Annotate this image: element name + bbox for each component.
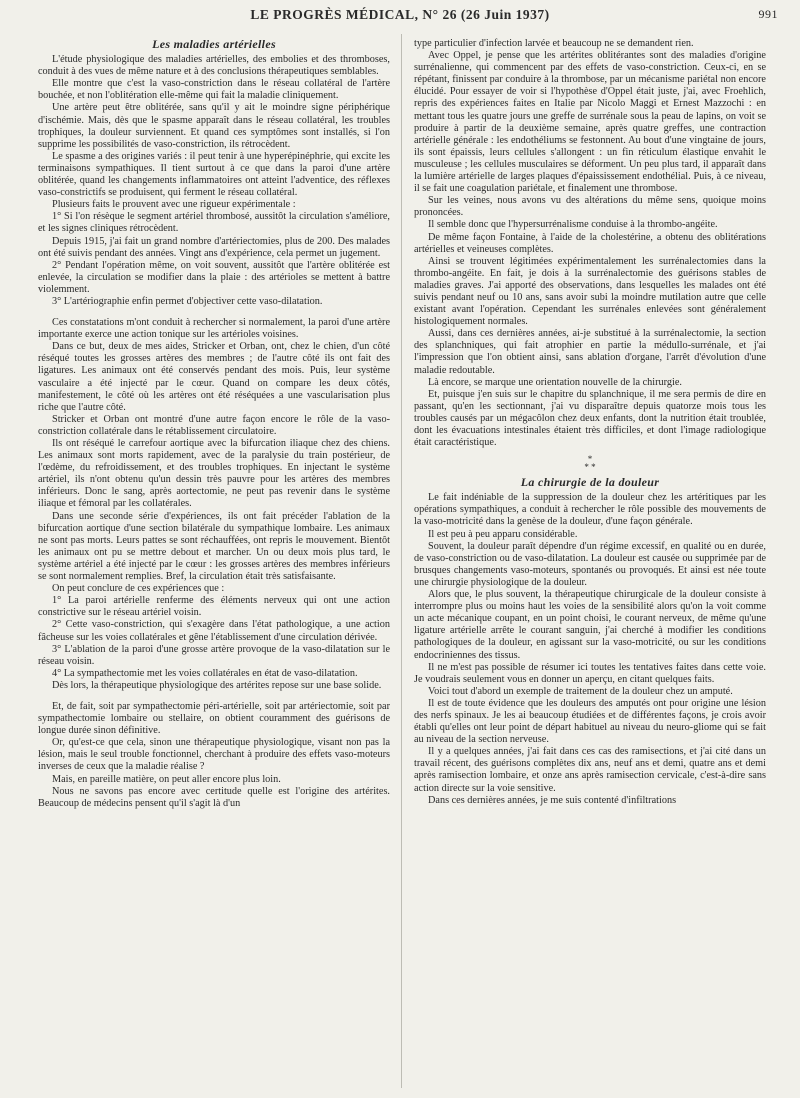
paragraph: Aussi, dans ces dernières années, ai-je substitué à la surrénalectomie, la section des splanchniques, qui fait atrophier en partie la médullo-surrénale, et j'ai l'impression que l'on obtient ainsi, sans ablation d'organe, l'arrêt d'évolution d'une maladie redoutable. bbox=[414, 328, 766, 376]
paragraph: Avec Oppel, je pense que les artérites oblitérantes sont des maladies d'origine surrénalienne, qui commencent par des effets de vaso-constriction. Ceux-ci, en se répétant, finissent par conduire à la thrombose, par un mécanisme pariétal non encore élucidé. Pour essayer de voir si l'hypothèse d'Oppel était juste, j'ai, avec Froehlich, repris des expériences faites en Italie par Nicolo Maggi et Ernest Mazzochi : en mettant tous les quatre jours une greffe de surrénale sous la peau de lapins, on voit se produire à partir de la deuxième semaine, après quatre greffes, une contraction artérielle générale : les endothéliums se festonnent. Au bout d'une vingtaine de jours, ils sont épaissis, leurs cellules s'allongent : un fin réticulum élastique envahit le musculeuse ; les cellules musculaires se déforment. Un peu plus tard, il apparaît dans la lumière artérielle de larges plaques d'épaississement endothélial. Puis, à ce niveau, il se fait une coagulation pariétale, et finalement une thrombose. bbox=[414, 50, 766, 195]
paragraph: 4° La sympathectomie met les voies collatérales en état de vaso-dilatation. bbox=[52, 667, 358, 679]
paragraph: Nous ne savons pas encore avec certitude quelle est l'origine des artérites. Beaucoup de médecins pensent qu'il s'agit là d'un bbox=[38, 785, 390, 809]
paragraph: Le spasme a des origines variés : il peut tenir à une hyperépinéphrie, qui excite les terminaisons sympathiques. Il tient surtout à ce que dans la paroi d'une artère oblitérée, quand les changements inflammatoires ont atteint l'adventice, des réflexes vaso-constrictifs se produisent, qui ferment le réseau collatéral. bbox=[38, 150, 390, 199]
paragraph: 1° Si l'on résèque le segment artériel thrombosé, aussitôt la circulation s'améliore, et les signes cliniques rétrocèdent. bbox=[38, 211, 390, 235]
paragraph: 2° Pendant l'opération même, on voit souvent, aussitôt que l'artère oblitérée est enlevée, la circulation se modifier dans la plaie : des artérioles se mettent à battre violemment. bbox=[38, 259, 390, 295]
left-column bbox=[38, 38, 390, 1094]
paragraph: Et, de fait, soit par sympathectomie péri-artérielle, soit par artériectomie, soit par sympathectomie lombaire ou stellaire, on obtient couramment des guérisons de longue durée sinon définitive. bbox=[38, 700, 390, 737]
running-header bbox=[0, 7, 800, 25]
paragraph: Alors que, le plus souvent, la thérapeutique chirurgicale de la douleur consiste à interrompre plus ou moins haut les voies de la sensibilité alors qu'on la voit comme un acte mécanique coupant, en un point choisi, le courant nerveux, de même qu'une ligature artérielle arrête le courant sanguin, j'ai cherché à modifier les conditions pathologiques de la douleur, en agissant sur la vaso-motricité, ou sur les conditions endocriniennes des tissus. bbox=[414, 589, 766, 661]
page-number: 991 bbox=[758, 7, 778, 21]
paragraph: 3° L'ablation de la paroi d'une grosse artère provoque de la vaso-dilatation sur le réseau voisin. bbox=[38, 643, 390, 667]
left-paragraphs bbox=[38, 54, 390, 810]
section-title-arteries: Les maladies artérielles bbox=[152, 38, 276, 51]
paragraph: Une artère peut être oblitérée, sans qu'il y ait le moindre signe périphérique d'ischémie. Mais, dès que le spasme apparaît dans le réseau collatéral, les troubles trophiques, la douleur surviennent. Et quand ces symptômes sont installés, si l'on supprime les possibilités de vaso-constriction, ils rétrocèdent. bbox=[38, 102, 390, 150]
section-title-pain-surgery: La chirurgie de la douleur bbox=[520, 475, 660, 490]
paragraph: L'étude physiologique des maladies artérielles, des embolies et des thromboses, conduit à des vues de même nature et à des conclusions thérapeutiques semblables. bbox=[38, 54, 390, 78]
paragraph: On peut conclure de ces expériences que : bbox=[52, 583, 225, 595]
paragraph: De même façon Fontaine, à l'aide de la cholestérine, a obtenu des oblitérations artérielles et veineuses complètes. bbox=[414, 231, 766, 255]
right-paragraphs-after bbox=[414, 492, 766, 806]
paragraph: Dès lors, la thérapeutique physiologique des artérites repose sur une base solide. bbox=[52, 679, 382, 691]
journal-title: LE PROGRÈS MÉDICAL, N° 26 (26 Juin 1937) bbox=[250, 7, 550, 22]
paragraph: Sur les veines, nous avons vu des altérations du même sens, quoique moins prononcées. bbox=[414, 195, 766, 219]
paragraph: Dans une seconde série d'expériences, ils ont fait précéder l'ablation de la bifurcation aortique d'une section bilatérale du sympathique lombaire. Les animaux ne sont pas morts. Leurs pattes se sont réchauffées, ont repris le mouvement. Bientôt les animaux ont pu se mettre debout et marcher. Un ou deux mois plus tard, le système artériel a été injecté par le cœur : les grosses artères des membres inférieurs se sont normalement remplies. Bref, la circulation était très satisfaisante. bbox=[38, 510, 390, 583]
right-paragraphs-before bbox=[414, 38, 766, 449]
paragraph: Ces constatations m'ont conduit à rechercher si normalement, la paroi d'une artère importante exerce une action tonique sur les artérioles voisines. bbox=[38, 317, 390, 341]
paragraph: Stricker et Orban ont montré d'une autre façon encore le rôle de la vaso-constriction collatérale dans le rétablissement circulatoire. bbox=[38, 413, 390, 437]
paragraph: Il est de toute évidence que les douleurs des amputés ont pour origine une lésion des nerfs spinaux. Je les ai beaucoup étudiées et de différentes façons, je crois avoir établi qu'elles ont leur point de départ habituel au niveau du neuro-gliome qui se fait au niveau de la section nerveuse. bbox=[414, 697, 766, 746]
paragraph: Le fait indéniable de la suppression de la douleur chez les artéritiques par les opérations sympathiques, a conduit à rechercher le rôle possible des mouvements de la vaso-motricité dans la genèse de la douleur, d'une façon générale. bbox=[414, 492, 766, 528]
paragraph: Ainsi se trouvent légitimées expérimentalement les surrénalectomies dans la thrombo-angéite. En fait, je dois à la surrénalectomie des guérisons stables de maladies graves. J'ai apporté des observations, dans lesquelles les malades ont été suivis pendant neuf ou 10 ans, sans avoir subi la moindre mutilation autre que celle existant avant l'opération. Cependant les surrénales enlevées sont généralement histologiquement normales. bbox=[414, 255, 766, 328]
paragraph: Il y a quelques années, j'ai fait dans ces cas des ramisections, et j'ai cité dans un travail récent, des guérisons complètes dix ans, neuf ans et demi, quatre ans et demi après ramisection lombaire, et onze ans après ramisection cervicale, c'est-à-dire sans action directe sur la voie sensitive. bbox=[414, 746, 766, 794]
paragraph: Elle montre que c'est la vaso-constriction dans le réseau collatéral de l'artère bouchée, et non l'oblitération elle-même qui fait la maladie cliniquement. bbox=[38, 78, 390, 102]
paragraph: Voici tout d'abord un exemple de traitement de la douleur chez un amputé. bbox=[428, 685, 733, 697]
paragraph: Souvent, la douleur paraît dépendre d'un régime excessif, en qualité ou en durée, de vaso-constriction ou de vaso-dilatation. La douleur est causée ou supprimée par de brusques changements vaso-moteurs, spontanés ou provoqués. Et ainsi est née toute une chirurgie physiologique de la douleur. bbox=[414, 540, 766, 588]
paragraph: Plusieurs faits le prouvent avec une rigueur expérimentale : bbox=[52, 199, 296, 211]
paragraph: Et, puisque j'en suis sur le chapitre du splanchnique, il me sera permis de dire en passant, qu'en les sectionnant, j'ai vu disparaître depuis quatorze mois tous les troubles causés par un mégacôlon chez deux enfants, dont la nutrition était troublée, dont les évacuations intestinales étaient très difficiles, et dont l'image radiologique était caractéristique. bbox=[414, 388, 766, 449]
paragraph: 2° Cette vaso-constriction, qui s'exagère dans l'état pathologique, a une action fâcheuse sur les voies collatérales et gêne l'établissement d'une circulation dérivée. bbox=[38, 619, 390, 643]
paragraph: Ils ont réséqué le carrefour aortique avec la bifurcation iliaque chez des chiens. Les animaux sont morts rapidement, avec de la paralysie du train postérieur, de l'œdème, du refroidissement, et des troubles trophiques. En injectant le système artériel, ils n'ont obtenu qu'un dessin très pauvre pour les artères des membres inférieurs. Donc le sang, après aortectomie, ne peut pas revenir dans le système iliaque et fémoral par les collatérales. bbox=[38, 438, 390, 510]
paragraph: Mais, en pareille matière, on peut aller encore plus loin. bbox=[52, 773, 281, 785]
paragraph: Il ne m'est pas possible de résumer ici toutes les tentatives faites dans cette voie. Je voudrais seulement vous en donner un aperçu, en citant quelques faits. bbox=[414, 661, 766, 685]
column-divider bbox=[401, 34, 402, 1088]
paragraph: Il est peu à peu apparu considérable. bbox=[428, 528, 578, 540]
paragraph: 1° La paroi artérielle renferme des éléments nerveux qui ont une action constrictive sur le réseau artériel voisin. bbox=[38, 595, 390, 619]
paragraph: type particulier d'infection larvée et beaucoup ne se demandent rien. bbox=[414, 38, 694, 49]
right-column bbox=[414, 38, 766, 1094]
paragraph: Or, qu'est-ce que cela, sinon une thérapeutique physiologique, visant non pas la lésion, mais le seul trouble fonctionnel, cherchant à produire des effets vaso-moteurs inverses de ceux que la maladie réalise ? bbox=[38, 737, 390, 773]
paragraph: Dans ces dernières années, je me suis contenté d'infiltrations bbox=[428, 794, 677, 806]
separator-stars: * * * bbox=[584, 454, 596, 473]
paragraph: Depuis 1915, j'ai fait un grand nombre d'artériectomies, plus de 200. Des malades ont été suivis pendant des années. Vingt ans d'expérience, cela permet un jugement. bbox=[38, 235, 390, 259]
section-separator bbox=[414, 455, 766, 471]
paragraph: 3° L'artériographie enfin permet d'objectiver cette vaso-dilatation. bbox=[52, 295, 323, 307]
paragraph: Il semble donc que l'hypersurrénalisme conduise à la thrombo-angéite. bbox=[428, 219, 718, 231]
paragraph: Dans ce but, deux de mes aides, Stricker et Orban, ont, chez le chien, d'un côté réséqué toutes les grosses artères des membres ; de l'autre côté ils ont fait des ligatures. Les animaux ont été conservés pendant des mois. Puis, leur système vasculaire a été injecté par le cœur. Quand on compare les deux côtés, manifestement, le côté où les artères ont été réséquées a une vascularisation plus riche que l'autre côté. bbox=[38, 341, 390, 413]
paragraph: Là encore, se marque une orientation nouvelle de la chirurgie. bbox=[428, 376, 682, 388]
